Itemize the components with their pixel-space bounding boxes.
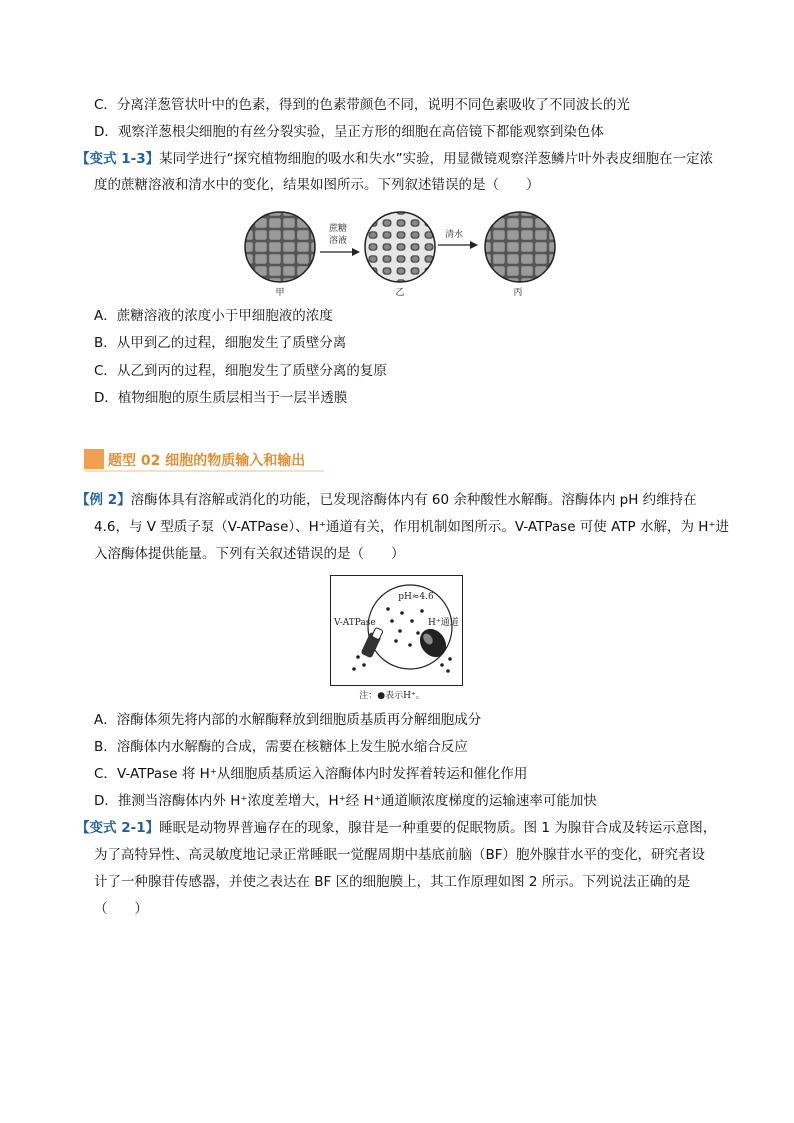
option-a [94,710,481,730]
option-label: A． [94,712,117,728]
question-text: 某同学进行“探究植物细胞的吸水和失水”实验，用显微镜观察洋葱鳞片叶外表皮细胞在一定浓 [159,151,714,167]
question-tag: 【变式 2-1】 [76,820,160,836]
ph-label: pH≈4.6 [398,592,434,602]
pump-label: V-ATPase [334,618,376,628]
question-1-3-line1 [76,149,713,169]
option-b [94,333,346,353]
label-yi: 乙 [395,288,405,297]
example-2-line2 [94,517,729,537]
label-bing: 丙 [513,288,523,297]
arrow-sucrose [320,222,360,256]
question-2-1-line3 [94,872,690,892]
question-2-1-line4 [94,899,148,919]
question-text: 为了高特异性、高灵敏度地记录正常睡眠一觉醒周期中基底前脑（BF）胞外腺苷水平的变化，研究者设 [94,847,706,863]
lysosome-figure [330,575,463,702]
plasmolysis-figure [240,205,560,297]
option-label: B． [94,739,117,755]
option-d [94,791,597,811]
channel-label: H⁺通道 [428,618,459,628]
option-a [94,306,333,326]
option-text: 分离洋葱管状叶中的色素，得到的色素带颜色不同，说明不同色素吸收了不同波长的光 [116,97,630,113]
arrow-label-water: 清水 [444,230,464,240]
question-2-1-line1 [76,818,716,838]
arrow-water [438,228,478,249]
option-text: 从甲到乙的过程，细胞发生了质壁分离 [116,335,347,351]
option-label: C． [94,363,117,379]
option-c [94,764,527,784]
option-label: A． [94,308,117,324]
section-marker-icon [84,449,104,469]
question-tag: 【例 2】 [76,492,131,508]
figure-note: 注：●表示H⁺。 [359,691,425,701]
example-2-line3 [94,544,405,564]
question-text: 睡眠是动物界普遍存在的现象，腺苷是一种重要的促眠物质。图 1 为腺苷合成及转运示意图， [159,820,717,836]
question-text: （ ） [94,901,148,917]
option-label: D． [94,124,118,140]
option-text: V-ATPase 将 H⁺从细胞质基质运入溶酶体内时发挥着转运和催化作用 [116,766,528,782]
arrow-label-sucrose-1: 蔗糖 [328,224,348,234]
option-label: D． [94,390,118,406]
cell-image-jia [245,212,315,282]
option-label: B． [94,335,117,351]
option-c-prev [94,95,630,115]
question-text: 溶酶体具有溶解或消化的功能，已发现溶酶体内有 60 余种酸性水解酶。溶酶体内 pH 约维持在 [130,492,697,508]
label-jia: 甲 [275,288,285,297]
example-2-line1 [76,490,697,510]
cell-image-bing [485,212,555,282]
cell-image-yi [365,212,435,282]
option-text: 推测当溶酶体内外 H⁺浓度差增大，H⁺经 H⁺通道顺浓度梯度的运输速率可能加快 [117,793,597,809]
section-title: 题型 02 细胞的物质输入和输出 [108,453,306,469]
question-text: 计了一种腺苷传感器，并使之表达在 BF 区的细胞膜上，其工作原理如图 2 所示。下列说法正确的是 [94,874,691,890]
option-label: D． [94,793,118,809]
option-text: 溶酶体内水解酶的合成，需要在核糖体上发生脱水缩合反应 [116,739,468,755]
option-text: 蔗糖溶液的浓度小于甲细胞液的浓度 [116,308,333,324]
question-text: 4.6，与 V 型质子泵（V-ATPase）、H⁺通道有关，作用机制如图所示。V-ATPase 可使 ATP 水解，为 H⁺进 [94,519,730,535]
option-b [94,737,468,757]
option-text: 植物细胞的原生质层相当于一层半透膜 [117,390,348,406]
question-2-1-line2 [94,845,705,865]
option-label: C． [94,97,117,113]
option-d-prev [94,122,604,142]
option-text: 从乙到丙的过程，细胞发生了质壁分离的复原 [116,363,387,379]
question-tag: 【变式 1-3】 [76,151,160,167]
option-d [94,388,347,408]
section-divider [84,470,324,472]
option-label: C． [94,766,117,782]
question-1-3-line2 [94,175,540,195]
option-text: 溶酶体须先将内部的水解酶释放到细胞质基质再分解细胞成分 [116,712,482,728]
question-text: 度的蔗糖溶液和清水中的变化，结果如图所示。下列叙述错误的是（ ） [94,177,540,193]
option-c [94,361,387,381]
arrow-label-sucrose-2: 溶液 [328,236,348,246]
question-text: 入溶酶体提供能量。下列有关叙述错误的是（ ） [94,546,405,562]
option-text: 观察洋葱根尖细胞的有丝分裂实验，呈正方形的细胞在高倍镜下都能观察到染色体 [117,124,604,140]
